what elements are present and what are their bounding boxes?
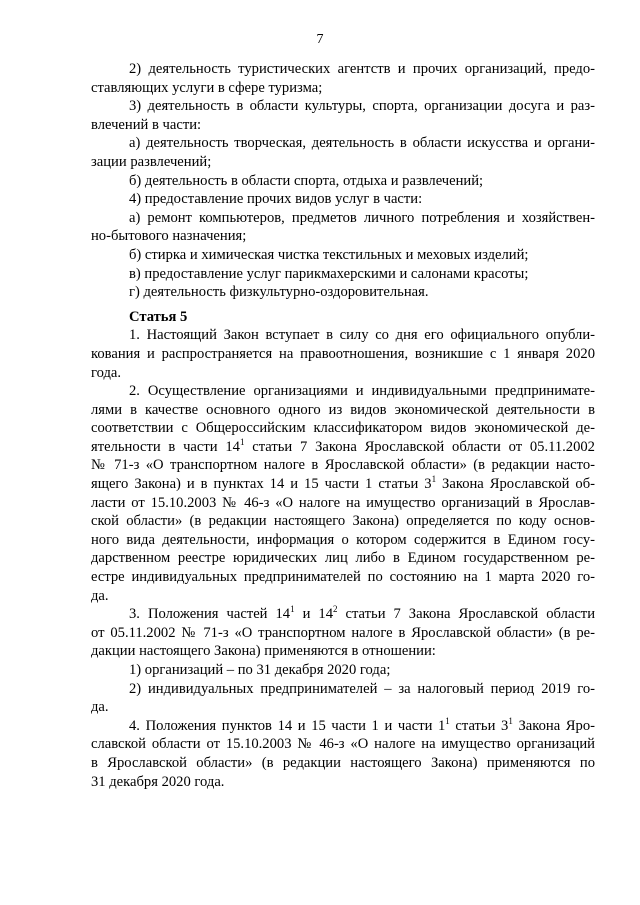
text-segment: да. [91,699,109,716]
text-line [91,605,595,624]
text-line [91,438,595,457]
text-line [91,717,595,736]
text-segment: б) деятельность в области спорта, отдыха и развлечений; [129,172,484,189]
text-segment: 31 декабря 2020 года. [91,773,225,790]
text-segment: 2) деятельность туристических агентств и прочих организаций, предо- [129,61,595,77]
text-line [91,401,595,420]
text-line [91,283,595,302]
text-line [91,587,595,606]
text-segment: Закона Яро- [512,717,595,734]
text-segment: ящего Закона) и в пунктах 14 и 15 части 1 статьи 3 [91,476,432,493]
superscript: 1 [445,715,450,726]
text-segment: славской области от 15.10.2003 № 46-з «О налоге на имущество организаций [91,736,595,753]
text-line [91,456,595,475]
text-line [91,773,595,792]
text-segment: 2) индивидуальных предпринимателей – за налоговый период 2019 го- [129,680,595,697]
superscript: 1 [239,436,245,447]
text-line [91,265,595,284]
text-line [91,209,595,228]
text-line [91,116,595,135]
text-segment: 4. Положения пунктов 14 и 15 части 1 и части 1 [129,717,446,734]
text-segment: статьи 7 Закона Ярославской области [337,606,595,623]
superscript: 1 [431,474,437,485]
superscript: 1 [508,715,513,726]
text-segment: от 05.11.2002 № 71-з «О транспортном налоге в Ярославской области» (в ре- [91,624,595,641]
text-line [91,134,595,153]
text-segment: статьи 3 [449,717,509,734]
text-line [91,345,595,364]
text-segment: № 71-з «О транспортном налоге в Ярославской области» (в редакции насто- [91,457,595,474]
text-segment: ласти от 15.10.2003 № 46-з «О налоге на имущество организаций в Ярослав- [91,494,595,511]
article-heading [91,308,595,327]
text-line [91,172,595,191]
text-line [91,624,595,643]
text-line [91,79,595,98]
text-line [91,190,595,209]
text-segment: г) деятельность физкультурно-оздоровительная. [129,284,429,301]
text-line [91,512,595,531]
text-segment: 1) организаций – по 31 декабря 2020 года; [129,662,391,678]
text-segment: ской области» (в редакции настоящего Закона) определяется по коду основ- [91,513,595,530]
text-segment: но-бытового назначения; [91,228,247,245]
text-line [91,680,595,699]
text-segment: да. [91,587,109,604]
text-segment: влечений в части: [91,116,202,133]
text-line [91,642,595,661]
text-line [91,246,595,265]
text-line [91,475,595,494]
text-line [91,549,595,568]
text-segment: дарственном реестре юридических лиц либо в Едином государственном ре- [91,550,595,567]
text-line [91,326,595,345]
text-line [91,382,595,401]
text-line [91,227,595,246]
text-segment: и 14 [294,606,334,623]
text-segment: 3) деятельность в области культуры, спорта, организации досуга и раз- [129,98,595,115]
text-line [91,661,595,680]
text-segment: в) предоставление услуг парикмахерскими и салонами красоты; [129,265,529,282]
text-line [91,419,595,438]
text-segment: ятельности в части 14 [91,438,240,455]
text-line [91,494,595,513]
text-segment: статьи 7 Закона Ярославской области от 05.11.2002 [244,438,595,455]
text-line [91,60,595,79]
text-line [91,97,595,116]
superscript: 2 [333,604,338,615]
text-line [91,364,595,383]
text-segment: а) деятельность творческая, деятельность в области искусства и органи- [129,135,595,152]
text-segment: 1. Настоящий Закон вступает в силу со дня его официального опубли- [129,327,595,344]
text-segment: 3. Положения частей 14 [129,606,291,623]
text-segment: естре индивидуальных предпринимателей по состоянию на 1 марта 2020 го- [91,569,595,586]
text-segment: а) ремонт компьютеров, предметов личного потребления и хозяйствен- [129,209,595,226]
text-segment: дакции настоящего Закона) применяются в отношении: [91,643,436,660]
text-line [91,531,595,550]
text-segment: ного вида деятельности, информация о котором содержится в Едином госу- [91,531,595,548]
superscript: 1 [290,604,295,615]
text-segment: кования и распространяется на правоотношения, возникшие с 1 января 2020 [91,345,595,362]
document-body [91,60,595,791]
text-segment: зации развлечений; [91,153,212,170]
text-segment: соответствии с Общероссийским классификатором видов экономической де- [91,420,595,437]
text-line [91,754,595,773]
text-segment: Статья 5 [129,308,188,325]
text-segment: года. [91,364,122,381]
text-segment: 2. Осуществление организациями и индивидуальными предпринимате- [129,383,595,400]
text-segment: ставляющих услуги в сфере туризма; [91,79,323,96]
text-segment: лями в качестве основного одного из видов экономической деятельности в [91,401,595,418]
text-line [91,153,595,172]
text-segment: б) стирка и химическая чистка текстильных и меховых изделий; [129,246,529,263]
page-number: 7 [316,32,324,47]
text-segment: в Ярославской области» (в редакции настоящего Закона) применяются по [91,754,595,771]
text-line [91,698,595,717]
text-segment: 4) предоставление прочих видов услуг в части: [129,191,423,208]
text-line [91,735,595,754]
text-segment: Закона Ярославской об- [436,476,595,493]
text-line [91,568,595,587]
